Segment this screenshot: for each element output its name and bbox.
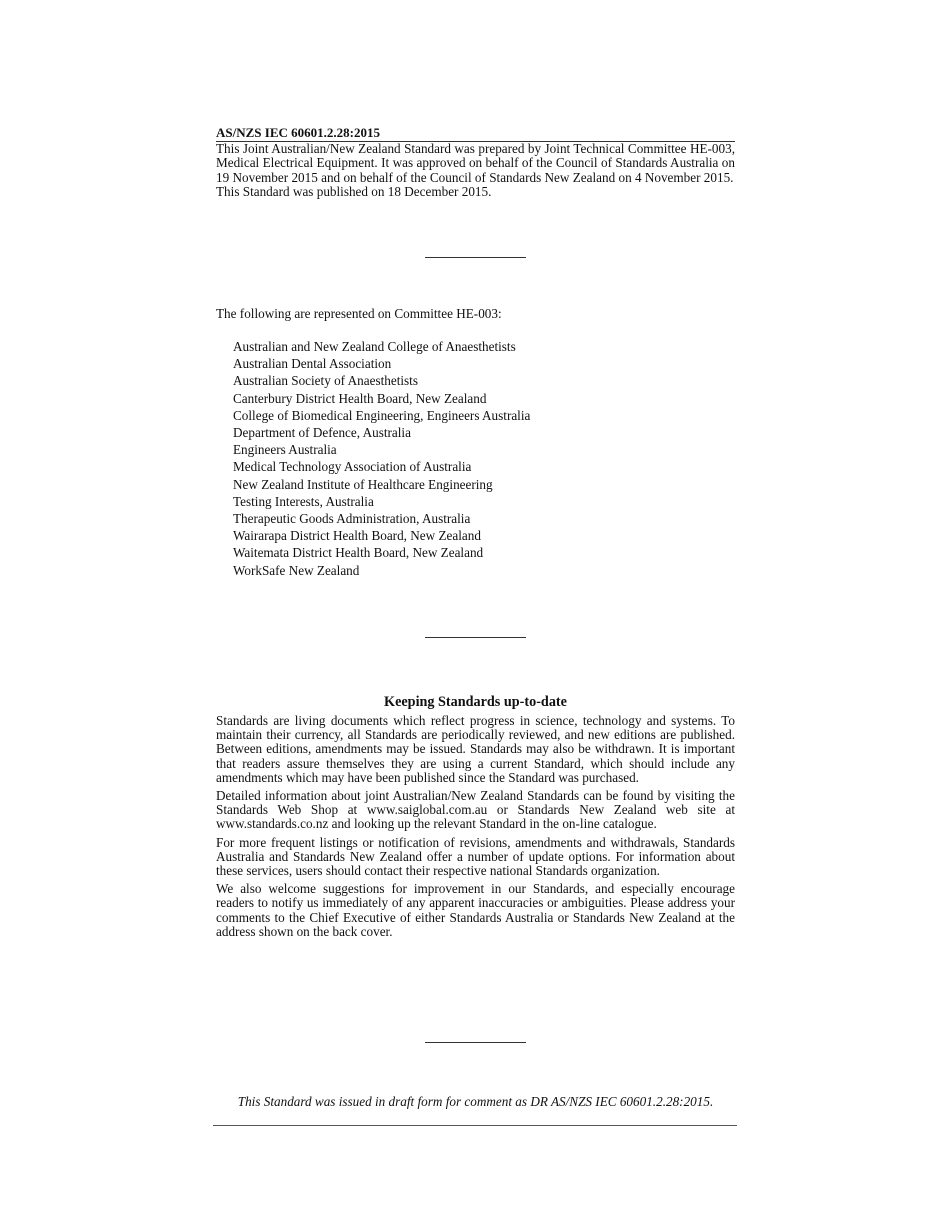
organization-item: Wairarapa District Health Board, New Zealand [233,528,481,544]
keeping-standards-body [216,714,735,943]
section-divider [425,637,526,638]
organization-item: Australian and New Zealand College of Anaesthetists [233,339,516,354]
publication-date: This Standard was published on 18 December 2015. [216,184,492,200]
organization-item: Department of Defence, Australia [233,425,411,441]
approval-paragraph: This Joint Australian/New Zealand Standard was prepared by Joint Technical Committee HE-003, Medical Electrical Equipment. It was approved on behalf of the Council of Standards Australia on 19 November 2015 and on behalf of the Council of Standards New Zealand on 4 November 2015. [216,141,735,185]
organization-item: Canterbury District Health Board, New Zealand [233,390,487,406]
organization-item: Medical Technology Association of Australia [233,459,472,475]
body-paragraph: Detailed information about joint Australian/New Zealand Standards can be found by visiting the Standards Web Shop at www.saiglobal.com.au or Standards New Zealand web site at www.standards.co.nz and looking up the relevant Standard in the on-line catalogue. [216,788,735,832]
body-paragraph: For more frequent listings or notification of revisions, amendments and withdrawals, Standards Australia and Standards New Zealand offer a number of update options. For information about these services, users should contact their respective national Standards organization. [216,834,735,879]
draft-note: This Standard was issued in draft form for comment as DR AS/NZS IEC 60601.2.28:2015. [237,1094,714,1109]
committee-organization-list [233,338,530,579]
approval-statement [216,142,735,200]
keeping-standards-heading: Keeping Standards up-to-date [384,694,567,710]
organization-item: Testing Interests, Australia [233,493,374,509]
organization-item: Waitemata District Health Board, New Zealand [233,545,484,561]
standard-designation: AS/NZS IEC 60601.2.28:2015 [216,125,735,142]
committee-intro: The following are represented on Committee HE-003: [216,306,502,321]
organization-item: Australian Society of Anaesthetists [233,373,418,389]
section-divider [425,1042,526,1043]
body-paragraph: Standards are living documents which reflect progress in science, technology and systems. To maintain their currency, all Standards are periodically reviewed, and new editions are published. Between editions, amendments may be issued. Standards may also be withdrawn. It is important that readers assure themselves they are using a current Standard, which should include any amendments which may have been published since the Standard was purchased. [216,713,735,785]
organization-item: Engineers Australia [233,442,337,458]
footer-rule [213,1125,737,1126]
organization-item: Therapeutic Goods Administration, Australia [233,511,471,527]
organization-item: New Zealand Institute of Healthcare Engineering [233,476,493,492]
body-paragraph: We also welcome suggestions for improvement in our Standards, and especially encourage readers to notify us immediately of any apparent inaccuracies or ambiguities. Please address your comments to the Chief Executive of either Standards Australia or Standards New Zealand at the address shown on the back cover. [216,881,735,939]
organization-item: Australian Dental Association [233,356,392,372]
organization-item: College of Biomedical Engineering, Engineers Australia [233,407,531,423]
organization-item: WorkSafe New Zealand [233,562,360,578]
section-divider [425,257,526,258]
